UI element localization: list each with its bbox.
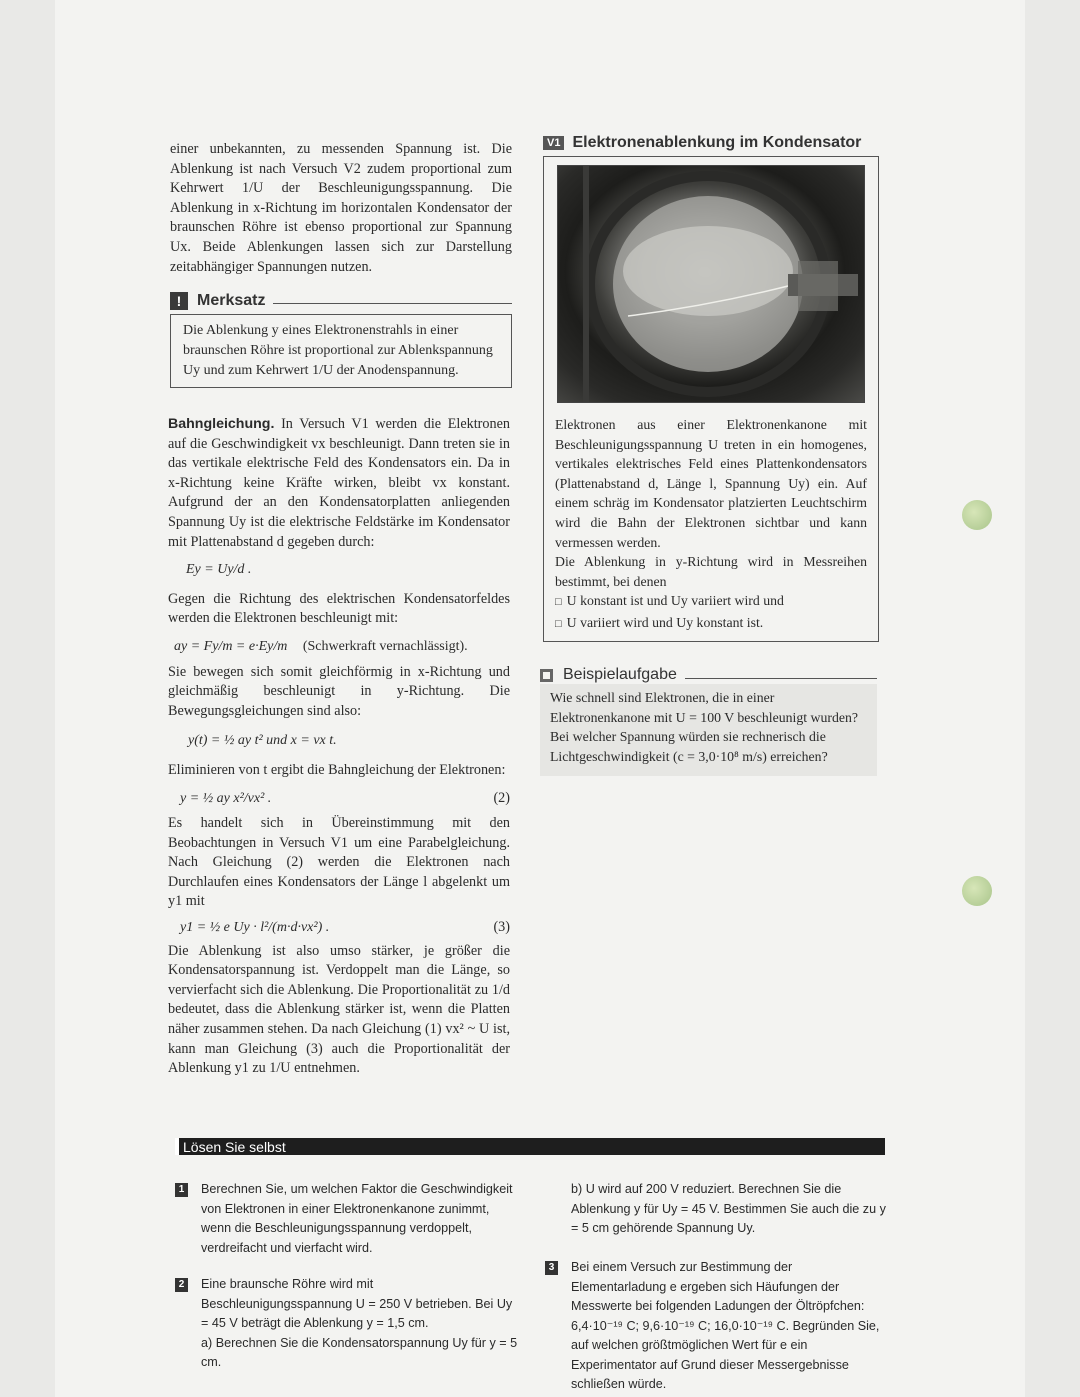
task-2 (175, 1275, 520, 1373)
task-number: 2 (175, 1278, 188, 1292)
formula-2: y = ½ ay x²/vx² . (180, 790, 272, 806)
merksatz-block (170, 292, 512, 388)
task-3 (545, 1258, 885, 1395)
text-gegen: Gegen die Richtung des elektrischen Kondensatorfeldes werden die Elektronen beschleunigt mit: (168, 590, 510, 627)
formula-a-note: (Schwerkraft vernachlässigt). (302, 638, 468, 654)
v1-box (543, 156, 879, 642)
divider (685, 678, 877, 679)
task-number: 1 (175, 1183, 188, 1197)
text-final: Die Ablenkung ist also umso stärker, je größer die Kondensatorspannung ist. Verdoppelt man die Länge, so vervierfacht sich die Ablenkung. Die Proportionalität zu 1/d bedeutet, dass die Ablenkung stärker ist, wenn die Platten näher zusammen stehen. Da nach Gleichung (1) vx² ~ U ist, kann man Gleichung (3) auch die Proportionalität der Ablenkung y1 zu 1/U entnehmen. (168, 942, 510, 1077)
task-number: 3 (545, 1261, 558, 1275)
exercises-bar (175, 1138, 885, 1155)
merksatz-text: Die Ablenkung y eines Elektronenstrahls in einer braunschen Röhre ist proportional zur Ablenkspannung Uy und zum Kehrwert 1/U der Anodenspannung. (183, 323, 493, 378)
bar-edge (175, 1138, 179, 1155)
v1-text: Elektronen aus einer Elektronenkanone mit Beschleunigungsspannung U treten in ein homogenes, vertikales elektrisches Feld eines Plattenkondensators (Plattenabstand d, Länge l, Spannung Uy) ein. Auf einem schräg im Kondensator platzierten Leuchtschirm wird die Bahn der Elektronen sichtbar und kann vermessen werden. (555, 417, 867, 550)
beispiel-box (540, 684, 877, 776)
formula-a: ay = Fy/m = e·Ey/m (174, 638, 288, 654)
formula-3: y1 = ½ e Uy · l²/(m·d·vx²) . (180, 920, 330, 936)
electron-tube-image (558, 166, 864, 402)
merksatz-box (170, 314, 512, 388)
v1-header (543, 134, 879, 152)
v1-description (555, 415, 867, 635)
task-3-text: Bei einem Versuch zur Bestimmung der Elementarladung e ergeben sich Häufungen der Messwerte bei folgenden Ladungen der Öltröpfchen: 6,4·10⁻¹⁹ C; 9,6·10⁻¹⁹ C; 16,0·10⁻¹⁹ C. Begründen Sie, auf welchen größtmöglichen Wert für e ein Experimentator auf Grund dieser Messergebnisse schließen würde. (571, 1260, 880, 1391)
text-handelt: Es handelt sich in Übereinstimmung mit den Beobachtungen in Versuch V1 um eine Parabelgleichung. Nach Gleichung (2) werden die Elektronen nach Durchlaufen eines Kondensators der Länge l abgelenkt um y1 mit (168, 815, 510, 910)
formula-field-strength: Ey = Uy/d . (186, 562, 252, 578)
equation-2 (180, 789, 510, 809)
exclamation-icon: ! (170, 292, 188, 310)
intro-paragraph: einer unbekannten, zu messenden Spannung ist. Die Ablenkung ist nach Versuch V2 zudem proportional zum Kehrwert 1/U der Beschleunigungsspannung. Die Ablenkung in x-Richtung im horizontalen Kondensator der braunschen Röhre ist ebenso proportional zur Spannung Ux. Beide Ablenkungen lassen sich zur Darstellung zeitabhängiger Spannungen nutzen. (170, 141, 512, 275)
task-2b (571, 1180, 886, 1239)
exercises-title: Lösen Sie selbst (183, 1138, 286, 1155)
divider (273, 303, 512, 304)
merksatz-header (170, 292, 512, 310)
equation-number-3: (3) (493, 919, 510, 936)
task-2a-text: a) Berechnen Sie die Kondensatorspannung Uy für y = 5 cm. (201, 1335, 518, 1369)
equation-3 (180, 918, 510, 938)
section-heading: Bahngleichung. (168, 416, 275, 432)
tab-marker (962, 500, 992, 530)
task-1 (175, 1180, 520, 1258)
v1-title: Elektronenablenkung im Kondensator (572, 134, 862, 151)
v1-list-item: □ U konstant ist und Uy variiert wird und (555, 591, 867, 613)
text-eliminieren: Eliminieren von t ergibt die Bahngleichung der Elektronen: (168, 761, 506, 778)
bahngleichung-section (168, 415, 510, 1079)
task-2b-text: b) U wird auf 200 V reduziert. Berechnen Sie die Ablenkung y für Uy = 45 V. Bestimmen Sie auch die zu y = 5 cm gehörende Spannung Uy. (571, 1182, 886, 1235)
beispiel-block (540, 666, 877, 776)
v1-list-item: □ U variiert wird und Uy konstant ist. (555, 613, 867, 635)
equation-number-2: (2) (493, 789, 510, 806)
formula-motion: y(t) = ½ ay t² und x = vx t. (188, 733, 337, 749)
task-2-text: Eine braunsche Röhre wird mit Beschleunigungsspannung U = 250 V betrieben. Bei Uy = 45 V beträgt die Ablenkung y = 1,5 cm. (201, 1277, 513, 1330)
beispiel-title: Beispielaufgabe (563, 666, 677, 683)
v1-badge: V1 (543, 136, 564, 150)
task-1-text: Berechnen Sie, um welchen Faktor die Geschwindigkeit von Elektronen in einer Elektronenkanone zunimmt, wenn die Beschleunigungsspannung verdoppelt, verdreifacht und vierfacht wird. (201, 1182, 513, 1255)
text-bewegen: Sie bewegen sich somit gleichförmig in x-Richtung und gleichmäßig beschleunigt in y-Richtung. Die Bewegungsgleichungen sind also: (168, 663, 510, 719)
example-icon (540, 669, 553, 682)
tab-marker (962, 876, 992, 906)
v1-list (555, 591, 867, 634)
v1-text2: Die Ablenkung in y-Richtung wird in Messreihen bestimmt, bei denen (555, 554, 867, 589)
experiment-photo (557, 165, 865, 403)
bahn-text: In Versuch V1 werden die Elektronen auf die Geschwindigkeit vx beschleunigt. Dann treten sie in das vertikale elektrische Feld des Kondensators ein. Da in x-Richtung keine Kräfte wirken, bleibt vx konstant. Aufgrund der an den Kondensatorplatten anliegenden Spannung Uy ist die elektrische Feldstärke im Kondensator mit Plattenabstand d gegeben durch: (168, 416, 510, 550)
beispiel-text: Wie schnell sind Elektronen, die in einer Elektronenkanone mit U = 100 V beschleunigt wurden? Bei welcher Spannung würden sie rechnerisch die Lichtgeschwindigkeit (c = 3,0·10⁸ m/s) erreichen? (550, 690, 859, 764)
merksatz-title: Merksatz (197, 292, 266, 309)
formula-acceleration (174, 637, 510, 657)
